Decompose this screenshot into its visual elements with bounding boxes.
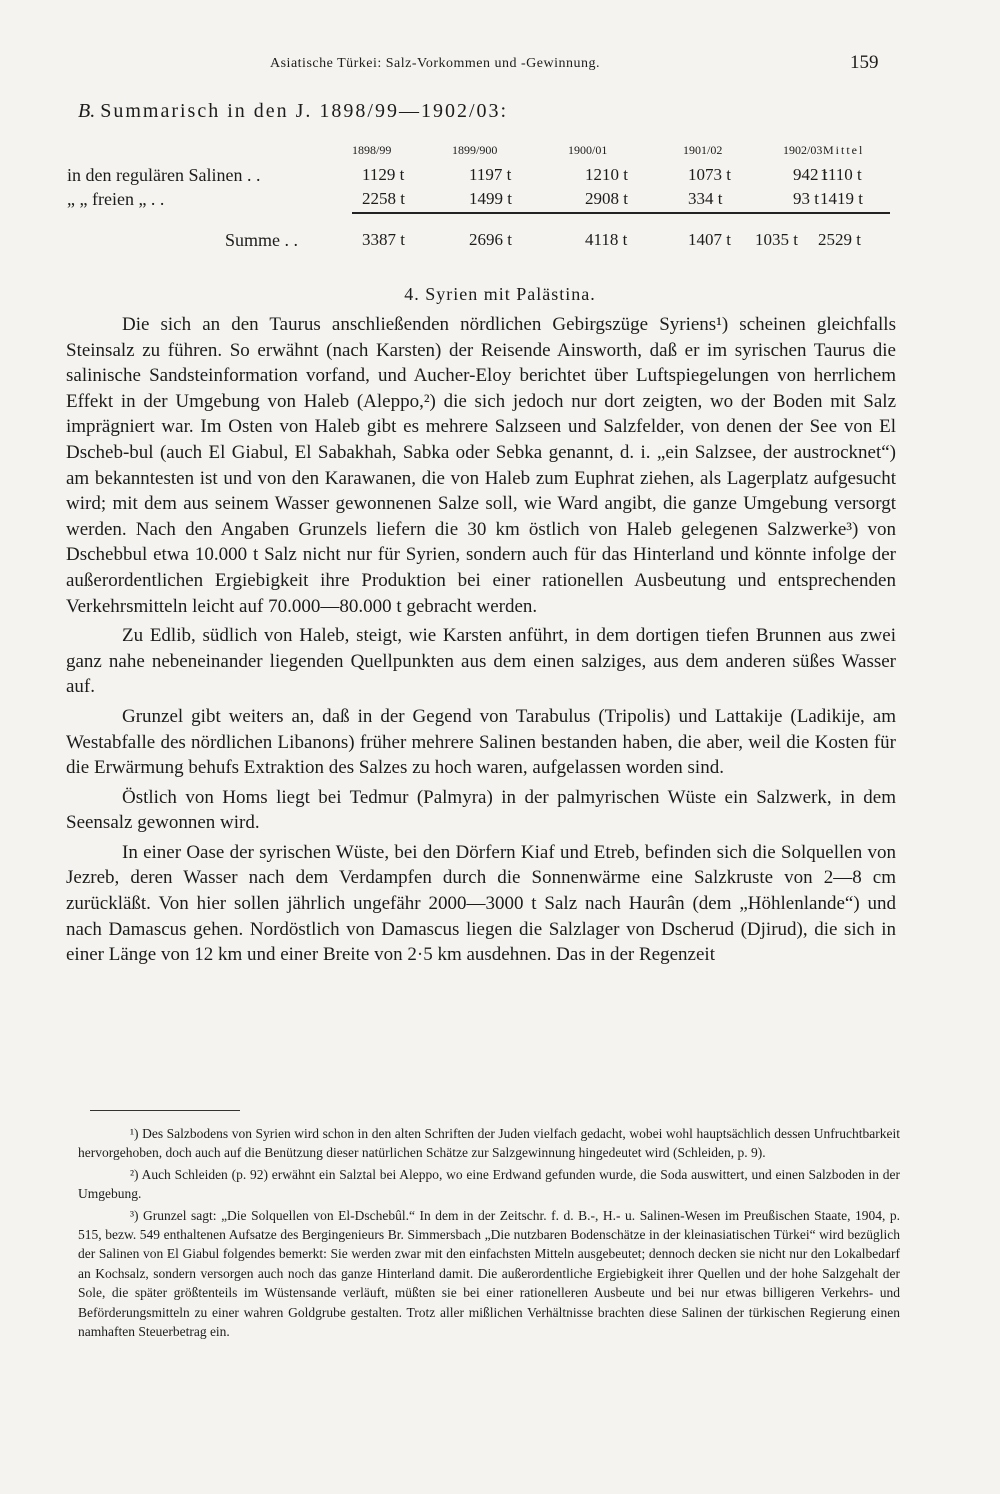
table-cell: 93 t — [793, 189, 819, 208]
table-header-cell: 1900/01 — [568, 143, 608, 157]
paragraph: Die sich an den Taurus anschließenden nördlichen Gebirgszüge Syriens¹) scheinen gleichfalls Steinsalz zu führen. So erwähnt (nach Karsten) der Reisende Ainsworth, daß er im syrischen Taurus die salinische Sandsteinformation vorfand, und Aucher-Eloy berichtet über Luftspiegelungen von herrlichem Effekt in der Umgebung von Haleb (Aleppo,²) die sich jedoch nur dort zeigten, wo der Boden mit Salz imprägniert war. Im Osten von Haleb gibt es mehrere Salzseen und Salzfelder, von denen der See von El Dscheb-bul (auch El Giabul, El Sabakhah, Sabka oder Sebka genannt, d. i. „ein Salzsee, der austrocknet“) am bekanntesten ist und von den Karawanen, die von Haleb zum Euphrat ziehen, als Lagerplatz aufgesucht wird; mit dem aus seinem Wasser gewonnenen Salze soll, wie Ward angibt, die ganze Umgebung versorgt werden. Nach den Angaben Grunzels liefern die 30 km östlich von Haleb gelegenen Salzwerke³) von Dschebbul etwa 10.000 t Salz nicht nur für Syrien, sondern auch für das Hinterland und könnte infolge der außerordentlichen Ergiebigkeit ihre Produktion bei einer rationellen Ausbeutung und entsprechenden Verkehrsmitteln leicht auf 70.000—80.000 t gebracht werden. — [66, 314, 896, 617]
table-cell: 1073 t — [688, 165, 731, 184]
paragraph: Östlich von Homs liegt bei Tedmur (Palmyra) in der palmyrischen Wüste ein Salzwerk, in dem Seensalz gewonnen wird. — [66, 786, 896, 834]
footnote-divider — [90, 1110, 240, 1111]
table-cell: 1197 t — [469, 165, 512, 184]
footnote: ³) Grunzel sagt: „Die Solquellen von El-Dschebûl.“ In dem in der Zeitschr. f. d. B.-, H.- u. Salinen-Wesen im Preußischen Staate, 1904, p. 515, bezw. 549 enthaltenen Aufsatze des Bergingenieurs Br. Simmersbach „Die nutzbaren Bodenschätze in der kleinasiatischen Türkei“ wird bezüglich der Salinen von El Giabul folgendes bemerkt: Sie werden zwar mit den einfachsten Mitteln ausgebeutet; dennoch decken sie nicht nur den Lokalbedarf an Kochsalz, sondern versorgen auch noch das ganze Hinterland damit. Die außerordentliche Ergiebigkeit ihrer Quellen und der hohe Salzgehalt der Sole, die später größtenteils im Wüstensande verläuft, müßten sie bei einer rationelleren Ausbeute und bei nur etwas billigeren Verkehrs- und Beförderungsmitteln zu einer wahren Goldgrube gestalten. Trotz aller mißlichen Verhältnisse brachten diese Salinen der türkischen Regierung einen namhaften Steuerbetrag ein. — [78, 1207, 900, 1340]
table-cell: 1210 t — [585, 165, 628, 184]
chapter-title: 4. Syrien mit Palästina. — [404, 284, 596, 304]
table-cell: 1419 t — [820, 189, 863, 208]
table-header-cell: 1901/02 — [683, 143, 723, 157]
table-cell: 1110 t — [820, 165, 862, 184]
page-number: 159 — [850, 52, 879, 73]
section-letter: B. — [78, 100, 96, 122]
running-head: Asiatische Türkei: Salz-Vorkommen und -Gewinnung. — [270, 56, 600, 71]
table-cell: 334 t — [688, 189, 723, 208]
section-heading — [78, 100, 508, 123]
section-label: Summarisch in den J. 1898/99—1902/03: — [100, 100, 509, 122]
table-total-cell: 2696 t — [469, 230, 512, 249]
table-sum-rule — [352, 212, 890, 214]
table-cell: 1499 t — [469, 189, 512, 208]
paragraph: Zu Edlib, südlich von Haleb, steigt, wie Karsten anführt, in dem dortigen tiefen Brunnen aus zwei ganz nahe nebeneinander liegenden Quellpunkten aus dem einen salziges, aus dem anderen süßes Wasser auf. — [66, 625, 896, 698]
paragraph: Grunzel gibt weiters an, daß in der Gegend von Tarabulus (Tripolis) und Lattakije (Ladikije, am Westabfalle des nördlichen Libanons) früher mehrere Salinen bestanden haben, die aber, weil die Kosten für die Erwärmung behufs Extraktion des Salzes zu hoch waren, aufgelassen worden sind. — [66, 705, 896, 779]
footnote: ¹) Des Salzbodens von Syrien wird schon in den alten Schriften der Juden vielfach gedacht, wobei wohl hauptsächlich dessen Unfruchtbarkeit hervorgehoben, doch auch auf die Benützung dieser natürlichen Schätze zur Salzgewinnung hingedeutet wird (Schleiden, p. 9). — [78, 1126, 900, 1161]
table-cell: 2258 t — [362, 189, 405, 208]
body-text — [66, 312, 896, 968]
table-header-cell: Mittel — [823, 143, 865, 157]
table-header-cell: 1899/900 — [452, 143, 498, 157]
table-total-cell: 1407 t — [688, 230, 731, 249]
footnotes — [78, 1124, 900, 1343]
paragraph: In einer Oase der syrischen Wüste, bei den Dörfern Kiaf und Etreb, befinden sich die Solquellen von Jezreb, deren Wasser nach dem Verdampfen durch die Sonnenwärme eine Salzkruste von 2—8 cm zurückläßt. Von hier sollen jährlich ungefähr 2000—3000 t Salz nach Haurân (dem „Höhlenlande“) und nach Damascus gehen. Nordöstlich von Damascus liegen die Salzlager von Dscherud (Djirud), die sich in einer Länge von 12 km und einer Breite von 2·5 km ausdehnen. Das in der Regenzeit — [66, 841, 896, 966]
table-total-cell: 2529 t — [818, 230, 861, 249]
table-row-label: in den regulären Salinen . . — [67, 165, 261, 185]
table-row-label: „ „ freien „ . . — [67, 189, 165, 209]
table-header-cell: 1902/03 — [783, 143, 823, 157]
table-cell: 2908 t — [585, 189, 628, 208]
table-total-cell: 4118 t — [585, 230, 628, 249]
table-cell: 942 t — [793, 165, 828, 184]
table-total-cell: 3387 t — [362, 230, 405, 249]
table-total-cell: 1035 t — [755, 230, 798, 249]
footnote: ²) Auch Schleiden (p. 92) erwähnt ein Salztal bei Aleppo, wo eine Erdwand gefunden wurde, die Soda auswittert, und einen Salzboden in der Umgebung. — [78, 1166, 900, 1202]
table-header-cell: 1898/99 — [352, 143, 392, 157]
table-cell: 1129 t — [362, 165, 405, 184]
table-total-label: Summe . . — [225, 230, 299, 250]
